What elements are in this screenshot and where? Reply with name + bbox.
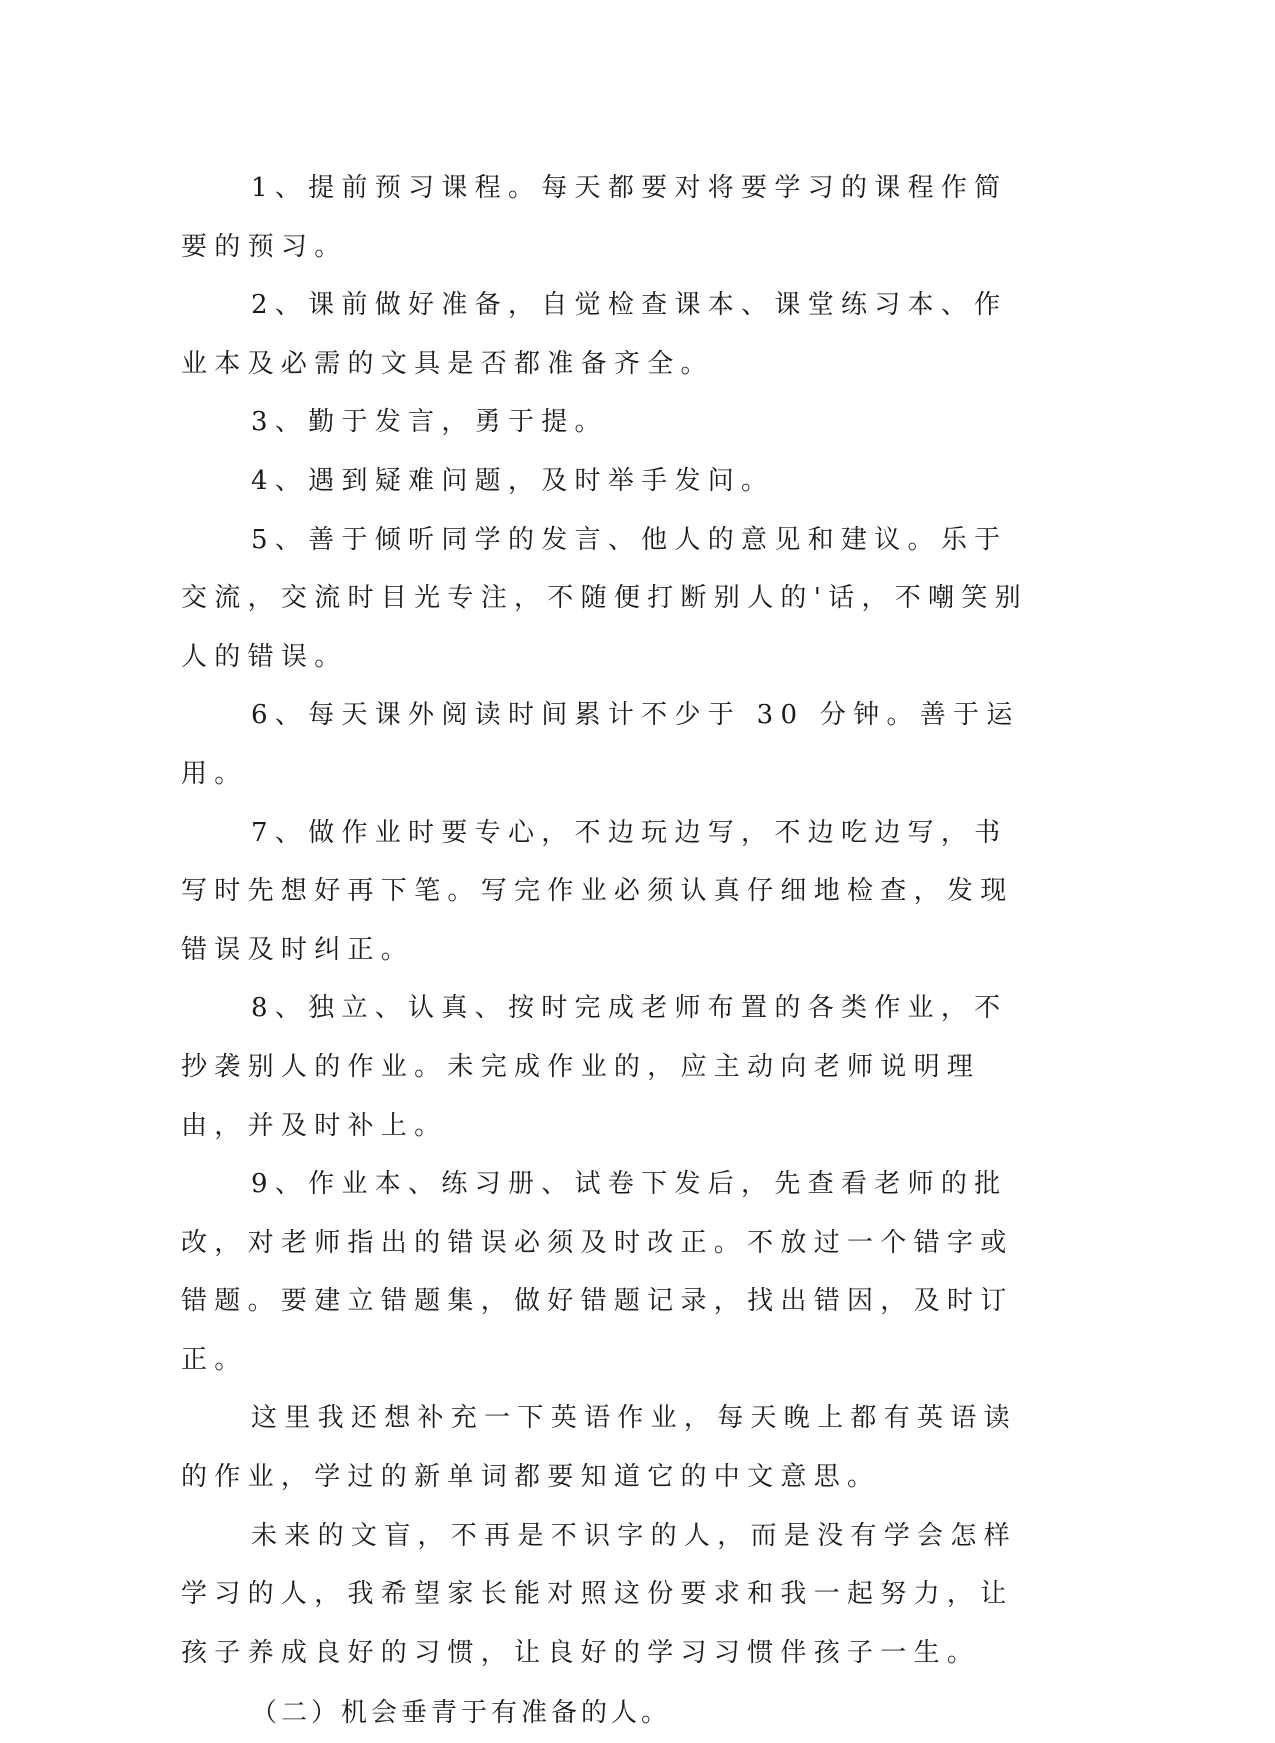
paragraph-8: 8、独立、认真、按时完成老师布置的各类作业，不抄袭别人的作业。未完成作业的，应主动向老师说明理由，并及时补上。 — [181, 993, 1008, 1141]
paragraph-1: 1、提前预习课程。每天都要对将要学习的课程作简要的预习。 — [181, 173, 1008, 262]
paragraph-3: 3、勤于发言，勇于提。 — [251, 407, 608, 438]
paragraph-4: 4、遇到疑难问题，及时举手发问。 — [251, 465, 775, 496]
paragraph-9: 9、作业本、练习册、试卷下发后，先查看老师的批改，对老师指出的错误必须及时改正。不放过一个错字或错题。要建立错题集，做好错题记录，找出错因，及时订正。 — [181, 1169, 1014, 1375]
paragraph-2: 2、课前做好准备，自觉检查课本、课堂练习本、作业本及必需的文具是否都准备齐全。 — [181, 290, 1008, 379]
paragraph-6: 6、每天课外阅读时间累计不少于 30 分钟。善于运用。 — [181, 700, 1020, 789]
paragraph-english-homework: 这里我还想补充一下英语作业，每天晚上都有英语读的作业，学过的新单词都要知道它的中文意思。 — [181, 1403, 1017, 1493]
paragraph-closing: 未来的文盲，不再是不识字的人，而是没有学会怎样学习的人，我希望家长能对照这份要求和我一起努力，让孩子养成良好的习惯，让良好的学习习惯伴孩子一生。 — [181, 1520, 1017, 1668]
paragraph-5: 5、善于倾听同学的发言、他人的意见和建议。乐于交流，交流时目光专注，不随便打断别人的'话，不嘲笑别人的错误。 — [181, 524, 1028, 672]
paragraph-7: 7、做作业时要专心，不边玩边写，不边吃边写，书写时先想好再下笔。写完作业必须认真仔细地检查，发现错误及时纠正。 — [181, 817, 1014, 965]
document-body — [181, 159, 1031, 1743]
section-heading: （二）机会垂青于有准备的人。 — [251, 1698, 672, 1729]
